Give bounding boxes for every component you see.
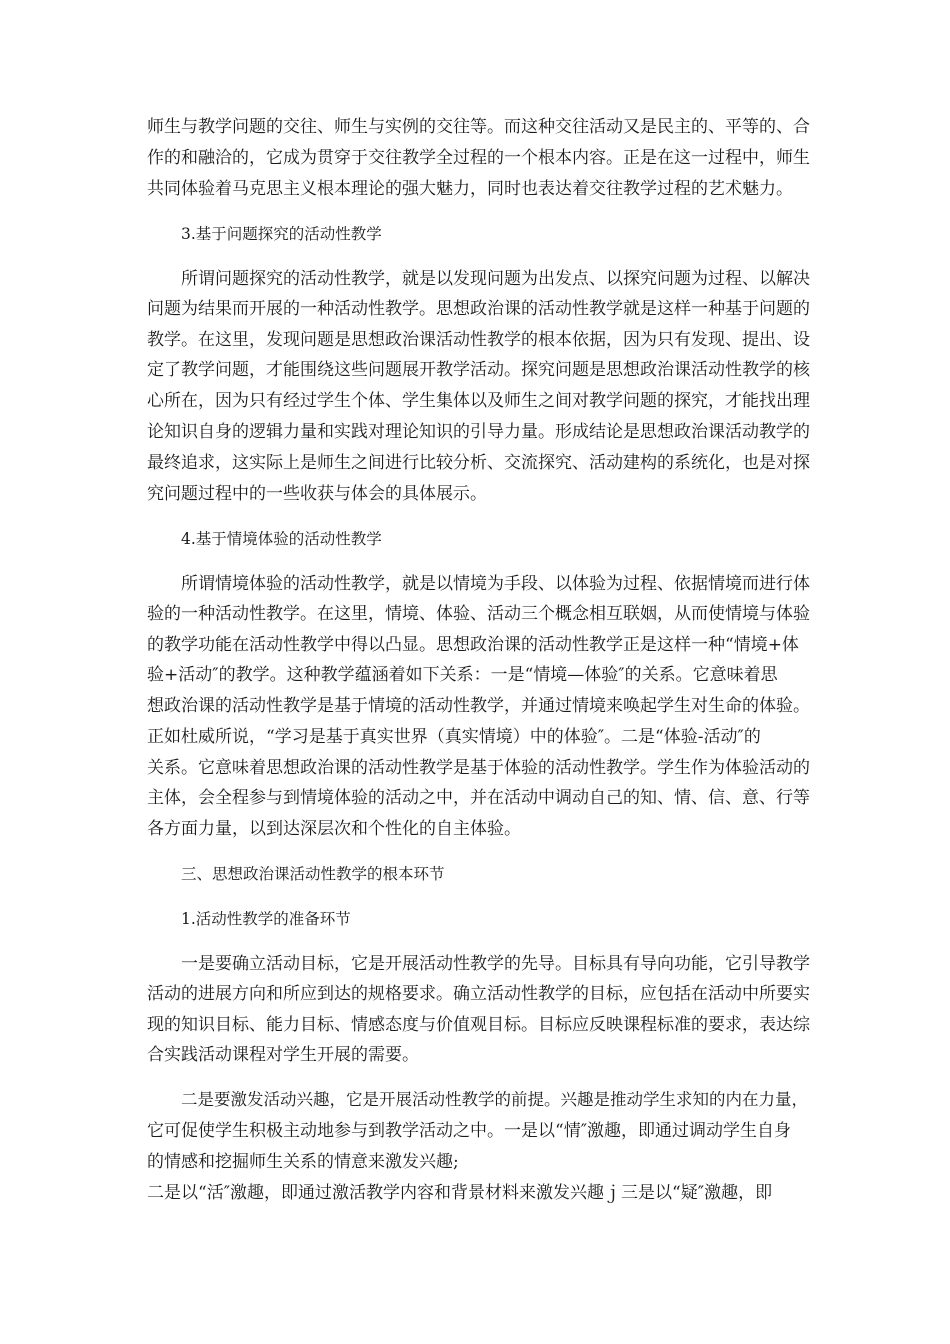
paragraph-line: 定了教学问题，才能围绕这些问题展开教学活动。探究问题是思想政治课活动性教学的核 [147, 360, 810, 380]
paragraph-line: 各方面力量，以到达深层次和个性化的自主体验。 [147, 819, 521, 839]
section-heading: 1.活动性教学的准备环节 [181, 910, 351, 928]
paragraph-line: 正如杜威所说，“学习是基于真实世界（真实情境）中的体验″。二是“体验-活动″的 [147, 727, 761, 747]
paragraph-line: 二是要激发活动兴趣，它是开展活动性教学的前提。兴趣是推动学生求知的内在力量， [181, 1090, 808, 1109]
paragraph-line: 所谓问题探究的活动性教学，就是以发现问题为出发点、以探究问题为过程、以解决 [181, 269, 810, 289]
paragraph-line: 验的一种活动性教学。在这里，情境、体验、活动三个概念相互联姻，从而使情境与体验 [147, 604, 810, 624]
paragraph-line: 教学。在这里，发现问题是思想政治课活动性教学的根本依据，因为只有发现、提出、设 [147, 330, 810, 350]
paragraph-line: 想政治课的活动性教学是基于情境的活动性教学，并通过情境来唤起学生对生命的体验。 [147, 696, 810, 716]
paragraph-line: 究问题过程中的一些收获与体会的具体展示。 [147, 484, 487, 504]
paragraph-line: 的教学功能在活动性教学中得以凸显。思想政治课的活动性教学正是这样一种“情境+体 [147, 635, 799, 655]
paragraph-line: 验+活动″的教学。这种教学蕴涵着如下关系：一是“情境—体验″的关系。它意味着思 [147, 665, 778, 685]
paragraph-line: 最终追求，这实际上是师生之间进行比较分析、交流探究、活动建构的系统化，也是对探 [147, 453, 810, 473]
paragraph-line: 问题为结果而开展的一种活动性教学。思想政治课的活动性教学就是这样一种基于问题的 [147, 299, 810, 319]
paragraph-line: 活动的进展方向和所应到达的规格要求。确立活动性教学的目标，应包括在活动中所要实 [147, 984, 810, 1004]
paragraph-line: 现的知识目标、能力目标、情感态度与价值观目标。目标应反映课程标准的要求，表达综 [147, 1015, 810, 1035]
paragraph-line: 共同体验着马克思主义根本理论的强大魅力，同时也表达着交往教学过程的艺术魅力。 [147, 179, 793, 199]
section-heading: 4.基于情境体验的活动性教学 [181, 530, 382, 548]
paragraph-line: 论知识自身的逻辑力量和实践对理论知识的引导力量。形成结论是思想政治课活动教学的 [147, 422, 810, 442]
section-heading: 三、思想政治课活动性教学的根本环节 [181, 865, 445, 883]
paragraph-line: 它可促使学生积极主动地参与到教学活动之中。一是以“情″激趣，即通过调动学生自身 [147, 1121, 792, 1141]
section-heading: 3.基于问题探究的活动性教学 [181, 225, 382, 243]
paragraph-line: 的情感和挖掘师生关系的情意来激发兴趣; [147, 1152, 459, 1172]
paragraph-line: 师生与教学问题的交往、师生与实例的交往等。而这种交往活动又是民主的、平等的、合 [147, 117, 810, 137]
paragraph-line: 关系。它意味着思想政治课的活动性教学是基于体验的活动性教学。学生作为体验活动的 [147, 758, 810, 778]
paragraph-line: 作的和融洽的，它成为贯穿于交往教学全过程的一个根本内容。正是在这一过程中，师生 [147, 148, 810, 168]
paragraph-line: 一是要确立活动目标，它是开展活动性教学的先导。目标具有导向功能，它引导教学 [181, 954, 810, 974]
paragraph-line: 二是以“活″激趣，即通过激活教学内容和背景材料来激发兴趣ｊ三是以“疑″激趣，即 [147, 1183, 773, 1203]
paragraph-line: 合实践活动课程对学生开展的需要。 [147, 1045, 419, 1065]
paragraph-line: 主体，会全程参与到情境体验的活动之中，并在活动中调动自己的知、情、信、意、行等 [147, 788, 810, 808]
paragraph-line: 心所在，因为只有经过学生个体、学生集体以及师生之间对教学问题的探究，才能找出理 [147, 391, 810, 411]
paragraph-line: 所谓情境体验的活动性教学，就是以情境为手段、以体验为过程、依据情境而进行体 [181, 574, 810, 594]
